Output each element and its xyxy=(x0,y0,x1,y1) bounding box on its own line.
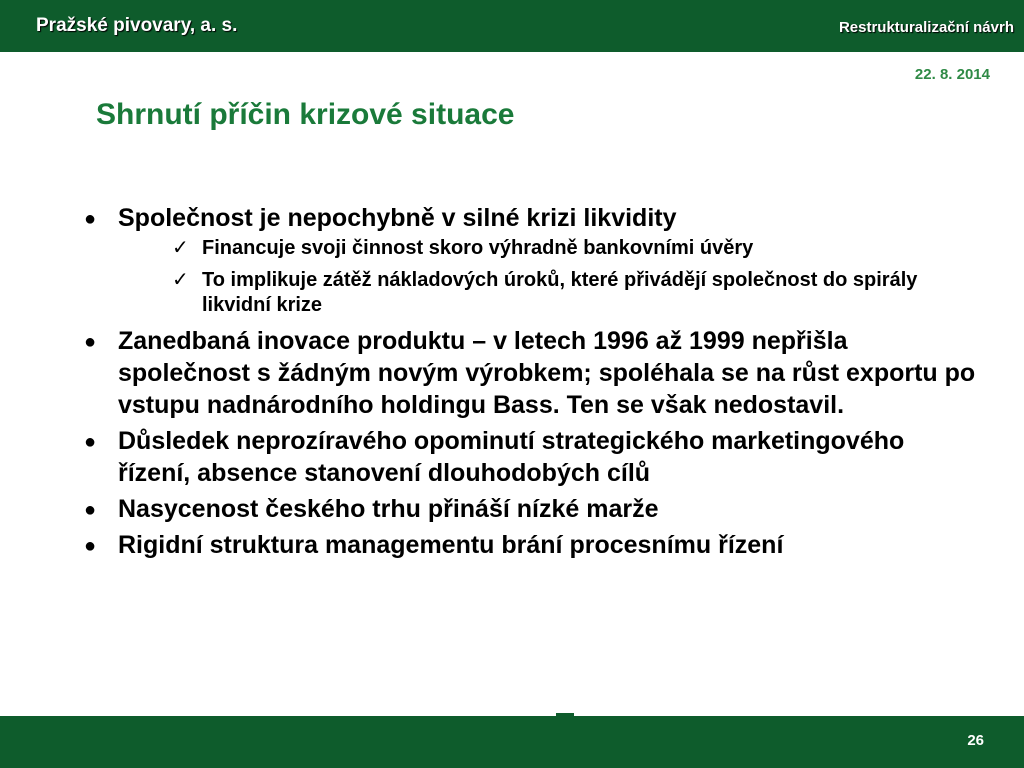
slide-content xyxy=(78,202,978,565)
bullet-text: Zanedbaná inovace produktu – v letech 1996 až 1999 nepřišla společnost s žádným novým výrobkem; spoléhala se na růst exportu po vstupu nadnárodního holdingu Bass. Ten se však nedostavil. xyxy=(118,327,976,419)
check-icon: ✓ xyxy=(172,237,189,259)
document-title: Restrukturalizační návrh xyxy=(838,19,1014,36)
bullet-item xyxy=(78,202,978,318)
bullet-text: Rigidní struktura managementu brání procesnímu řízení xyxy=(118,531,784,559)
bullet-icon: ● xyxy=(84,535,97,557)
slide-title: Shrnutí příčin krizové situace xyxy=(96,98,515,131)
bullet-icon: ● xyxy=(84,331,97,353)
bullet-item xyxy=(78,325,978,421)
sub-bullet-item xyxy=(118,236,978,261)
slide-date: 22. 8. 2014 xyxy=(914,66,990,83)
bullet-icon: ● xyxy=(84,208,97,230)
company-name: Pražské pivovary, a. s. xyxy=(36,15,238,36)
bullet-text: Důsledek neprozíravého opominutí strategického marketingového řízení, absence stanovení dlouhodobých cílů xyxy=(118,427,905,487)
bullet-item xyxy=(78,493,978,525)
bullet-item xyxy=(78,529,978,561)
footer-bar xyxy=(0,716,1024,768)
sub-bullet-item xyxy=(118,268,978,318)
check-icon: ✓ xyxy=(172,269,189,291)
header-bar xyxy=(0,0,1024,52)
page-number: 26 xyxy=(967,732,984,749)
bullet-text: Společnost je nepochybně v silné krizi likvidity xyxy=(118,204,677,232)
sub-bullet-text: Financuje svoji činnost skoro výhradně bankovními úvěry xyxy=(202,237,754,259)
sub-bullet-list xyxy=(118,236,978,318)
bullet-item xyxy=(78,425,978,489)
bullet-icon: ● xyxy=(84,431,97,453)
sub-bullet-text: To implikuje zátěž nákladových úroků, které přivádějí společnost do spirály likvidní krize xyxy=(202,269,918,316)
bullet-text: Nasycenost českého trhu přináší nízké marže xyxy=(118,495,659,523)
bullet-icon: ● xyxy=(84,499,97,521)
bullet-list xyxy=(78,202,978,561)
